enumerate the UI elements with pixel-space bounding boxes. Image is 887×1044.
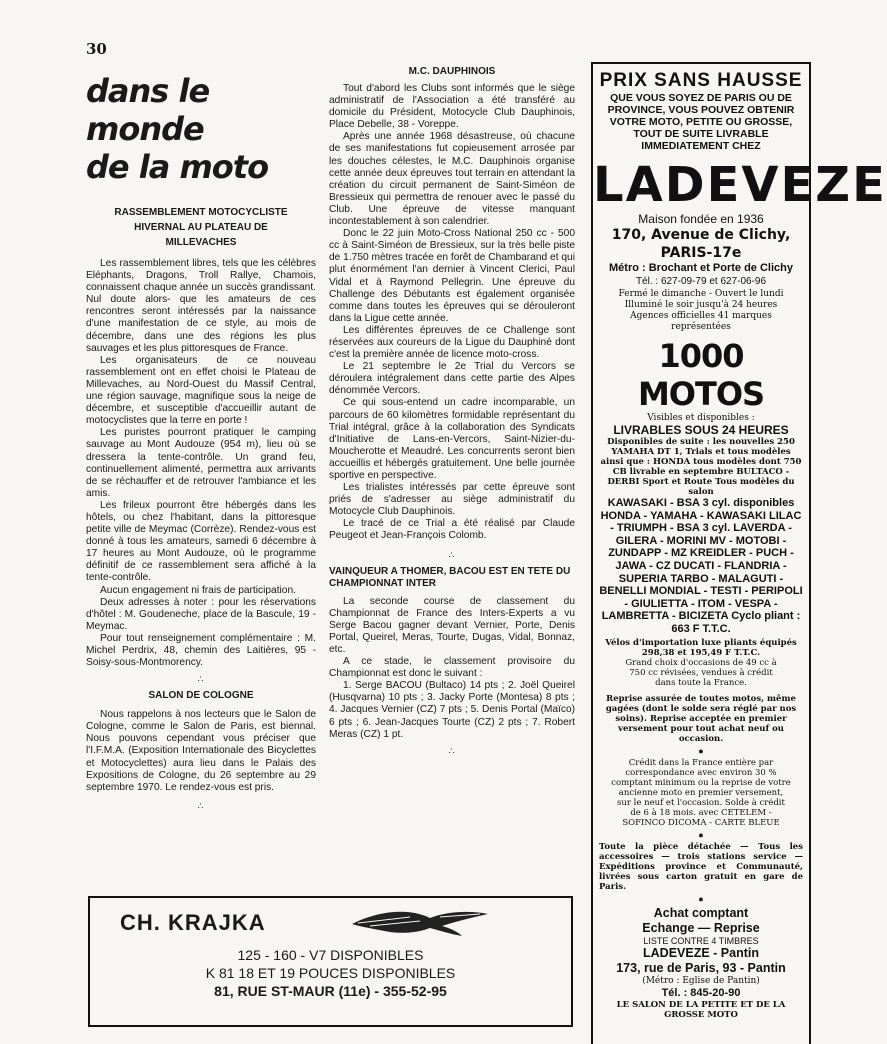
- article-column-1: [86, 205, 316, 811]
- paragraph: Les puristes pourront pratiquer le camping sauvage au Mont Audouze (954 m), lieu où se dressera la tente-contrôle. Un grand feu, continuellement alimenté, permettra aux arrivants de se réchauffer et de retrouver l'ambiance et les amis.: [86, 427, 316, 499]
- paragraph: La seconde course de classement du Championnat de France des Inters-Experts a vu Serge Bacou gagner devant Vernier, Porte, Denis Portal, Queirel, Meras, Tourte, Dugas, Vidal, Bonnaz, etc.: [329, 595, 575, 655]
- krajka-details: [90, 946, 571, 1000]
- paragraph: Deux adresses à noter : pour les réservations d'hôtel : M. Goudeneche, place de la Bascule, 19 - Meymac.: [86, 596, 316, 632]
- paragraph: Les différentes épreuves de ce Challenge sont réservées aux coureurs de la Ligue du Dauphiné dont c'est la première année de licence moto-cross.: [329, 324, 575, 361]
- title-line-3: de la moto: [86, 148, 269, 186]
- ladeveze-advertisement: [591, 62, 887, 1044]
- paragraph: Les frileux pourront être hébergés dans les hôtels, ou chez l'habitant, dans la pittoresque petite ville de Meymac (Corrèze). Rendez-vous est donné à tous les amateurs, samedi 6 décembre à 17 heures au Mont Audouze, où le programme définitif de ce rassemblement sera affiché à la tente-contrôle.: [86, 499, 316, 584]
- ad-brand: LADEVEZE: [593, 157, 887, 213]
- ad-achat: Achat comptant: [653, 905, 749, 920]
- ad-salon: LE SALON DE LA PETITE ET DE LA GROSSE MOTO: [616, 999, 786, 1020]
- paragraph: Donc le 22 juin Moto-Cross National 250 cc - 500 cc à Saint-Siméon de Bressieux, sur la très belle piste de 1.750 mètres tracée en forêt de Chambarand et qui plut énormément l'an dernier à Vincent Clerici, Paul Vidal et à Raymond Pellegrin. Une épreuve du Challenge des Débutants est également organisée comme dans toutes les épreuves qui se dérouleront dans la Ligue cette année.: [329, 228, 575, 324]
- ad-phone: Tél. : 627-09-79 et 627-06-96: [635, 276, 767, 287]
- paragraph: A ce stade, le classement provisoire du Championnat est donc le suivant :: [329, 656, 575, 680]
- ad-livrables: LIVRABLES SOUS 24 HEURES: [613, 423, 789, 437]
- paragraph: Les trialistes intéressés par cette épreuve sont priés de s'adresser au siège administratif du Motocycle Club Dauphinois.: [329, 482, 575, 518]
- ad-metro: Métro : Brochant et Porte de Clichy: [609, 262, 793, 274]
- paragraph: Ce qui sous-entend un cadre incomparable, un parcours de 60 kilomètres formidable représentant du Trial intégral, grâce à la collaboration des Syndicats d'Initiative de Lans-en-Vercors, Saint-Nizier-du-Moucherotte et Meaudré. Les concurrents seront bien accueillis et hébergés gratuitement. Une belle journée sportive en perspective.: [329, 397, 575, 481]
- krajka-line-2: K 81 18 ET 19 POUCES DISPONIBLES: [205, 965, 456, 981]
- krajka-line-3: 81, RUE ST-MAUR (11e) - 355-52-95: [214, 983, 447, 999]
- ad-bullet: ●: [698, 893, 704, 904]
- ad-subheadline: QUE VOUS SOYEZ DE PARIS OU DE PROVINCE, VOUS POUVEZ OBTENIR VOTRE MOTO, PETITE OU GROSSE, TOUT DE SUITE LIVRABLE IMMEDIATEMENT CHEZ: [607, 92, 795, 152]
- page-number: 30: [86, 40, 107, 58]
- ad-liste: LISTE CONTRE 4 TIMBRES: [643, 935, 759, 946]
- article-column-2: [329, 64, 575, 756]
- paragraph: Après une année 1968 désastreuse, où chacune de ses manifestations fut copieusement arrosée par les douches célestes, le M.C. Dauphinois organise cette année deux épreuves tout terrain en attendant la création du circuit permanent de Saint-Siméon de Bressieux qui permettra de renouer avec le passé du Club. Une épreuve de vitesse manquant incontestablement à son calendrier.: [329, 131, 575, 228]
- section-title: [86, 72, 286, 186]
- ad-1000-motos: 1000 MOTOS: [637, 337, 765, 413]
- ad-pantin-address: 173, rue de Paris, 93 - Pantin: [616, 960, 786, 975]
- section-ornament: ∴: [197, 674, 205, 685]
- paragraph: Les rassemblement libres, tels que les célèbres Eléphants, Dragons, Troll Rallye, Chamois, connaissent chaque année un succès grandissant. Nul doute alors- que les amateurs de ces rencontres seront intéressés par la naissance d'une manifestation de ce style, au mois de décembre, dans une des régions les plus sauvages et les plus pittoresques de France.: [86, 258, 316, 354]
- ad-disponibles: Disponibles de suite : les nouvelles 250 YAMAHA DT 1, Trials et tous modèles ainsi que : HONDA tous modèles dont 750 CB livrable en septembre BULTACO - DERBI Sport et Route Tous modèles du salon: [600, 437, 802, 497]
- ad-hours: Fermé le dimanche - Ouvert le lundi Illuminé le soir jusqu'à 24 heures: [618, 289, 784, 310]
- paragraph: Aucun engagement ni frais de participation.: [100, 584, 296, 596]
- ad-echange: Echange — Reprise: [642, 920, 760, 935]
- ad-velos: Vélos d'importation luxe pliants équipés 298,38 et 195,49 F T.T.C.: [605, 637, 797, 658]
- krajka-line-1: 125 - 160 - V7 DISPONIBLES: [237, 947, 424, 963]
- article-heading-thomer: VAINQUEUR A THOMER, BACOU EST EN TETE DU CHAMPIONNAT INTER: [329, 565, 571, 589]
- krajka-name: CH. KRAJKA: [120, 910, 266, 935]
- article-heading-dauphinois: M.C. DAUPHINOIS: [408, 66, 496, 77]
- paragraph: Pour tout renseignement complémentaire : M. Michel Perdrix, 48, chemin des Laitières, 95 - Soisy-sous-Montmorency.: [86, 632, 316, 669]
- paragraph: 1. Serge BACOU (Bultaco) 14 pts ; 2. Joël Queirel (Husqvarna) 10 pts ; 3. Jacky Porte (Montesa) 8 pts ; 4. Jacques Vernier (CZ) 7 pts ; 5. Denis Portal (Maïco) 6 pts ; 6. Jean-Jacques Tourte (CZ) 2 pts ; 7. Robert Meras (CZ) 1 pt.: [329, 680, 575, 740]
- title-line-1: dans le: [86, 72, 210, 110]
- ad-founded: Maison fondée en 1936: [638, 212, 764, 226]
- ad-headline: PRIX SANS HAUSSE: [599, 70, 803, 91]
- ad-agencies: Agences officielles 41 marques représentées: [630, 311, 772, 332]
- section-ornament: ∴: [448, 745, 456, 756]
- paragraph: Tout d'abord les Clubs sont informés que le siège administratif de l'Association a été transféré au domicile du Président, Motocycle Club Dauphinois, Place Debelle, 38 - Voreppe.: [329, 83, 575, 131]
- ad-occasions: Grand choix d'occasions de 49 cc à 750 cc révisées, vendues à crédit dans toute la France.: [625, 657, 777, 688]
- paragraph: Le tracé de ce Trial a été réalisé par Claude Peugeot et Jean-François Colomb.: [329, 518, 575, 542]
- paragraph: Les organisateurs de ce nouveau rassemblement ont en effet choisi le Plateau de Millevaches, au Nord-Ouest du Massif Central, une région sauvage, magnifique sous la neige de décembre, et susceptible d'accueillir autant de motocyclistes que la terre en porte !: [86, 354, 316, 427]
- ad-address: 170, Avenue de Clichy, PARIS-17e: [611, 227, 791, 261]
- ad-pantin-metro: (Métro : Eglise de Pantin): [642, 975, 760, 986]
- ad-bullet: ●: [698, 829, 704, 840]
- ad-pantin-phone: Tél. : 845-20-90: [661, 986, 741, 999]
- ad-pieces: Toute la pièce détachée — Tous les accessoires — trois stations service — Expéditions province et Communauté, livrées sous carton gratuit en gare de Paris.: [599, 841, 803, 892]
- paragraph: Nous rappelons à nos lecteurs que le Salon de Cologne, comme le Salon de Paris, est biennal. Nous pouvons cependant vous préciser que l'I.F.M.A. (Exposition Internationale des Bicyclettes et Motocyclettes) aura lieu dans le Palais des Expositions de Cologne, du 26 septembre au 29 septembre 1970. Le rendez-vous est pris.: [86, 709, 316, 793]
- paragraph: Le 21 septembre le 2e Trial du Vercors se déroulera intégralement dans cette partie des Alpes dénommée Vercors.: [329, 361, 575, 397]
- krajka-advertisement: [88, 896, 573, 1027]
- ad-visible: Visibles et disponibles :: [647, 413, 755, 423]
- ad-pantin: LADEVEZE - Pantin: [643, 945, 759, 960]
- section-ornament: ∴: [197, 800, 205, 811]
- ad-reprise: Reprise assurée de toutes motos, même gagées (dont le solde sera réglé par nos soins). Reprise acceptée en premier versement pour tout achat neuf ou occasion.: [605, 693, 797, 744]
- article-heading-rassemblement: RASSEMBLEMENT MOTOCYCLISTE HIVERNAL AU PLATEAU DE MILLEVACHES: [114, 207, 288, 248]
- ad-credit: Crédit dans la France entière par correspondance avec environ 30 % comptant minimum ou la reprise de votre ancienne moto en premier versement, sur le neuf et l'occasion. Solde à crédit de 6 à 18 mois. avec CETELEM - SOFINCO DICOMA - CARTE BLEUE: [611, 757, 791, 828]
- article-heading-salon: SALON DE COLOGNE: [148, 690, 254, 702]
- section-ornament: ∴: [448, 549, 456, 560]
- title-line-2: monde: [86, 110, 204, 148]
- ad-bullet: ●: [698, 745, 704, 756]
- eagle-logo: [350, 904, 490, 938]
- ad-brand-list: KAWASAKI - BSA 3 cyl. disponibles HONDA - YAMAHA - KAWASAKI LILAC - TRIUMPH - BSA 3 cyl. LAVERDA - GILERA - MORINI MV - MOTOBI - ZUNDAPP - MZ KREIDLER - PUCH - JAWA - CZ DUCATI - FLANDRIA - SUPERIA TARBO - MALAGUTI - BENELLI MONDIAL - TESTI - PERIPOLI - GIULIETTA - ITOM - VESPA - LAMBRETTA - BICIZETA Cyclo pliant : 663 F T.T.C.: [599, 497, 803, 635]
